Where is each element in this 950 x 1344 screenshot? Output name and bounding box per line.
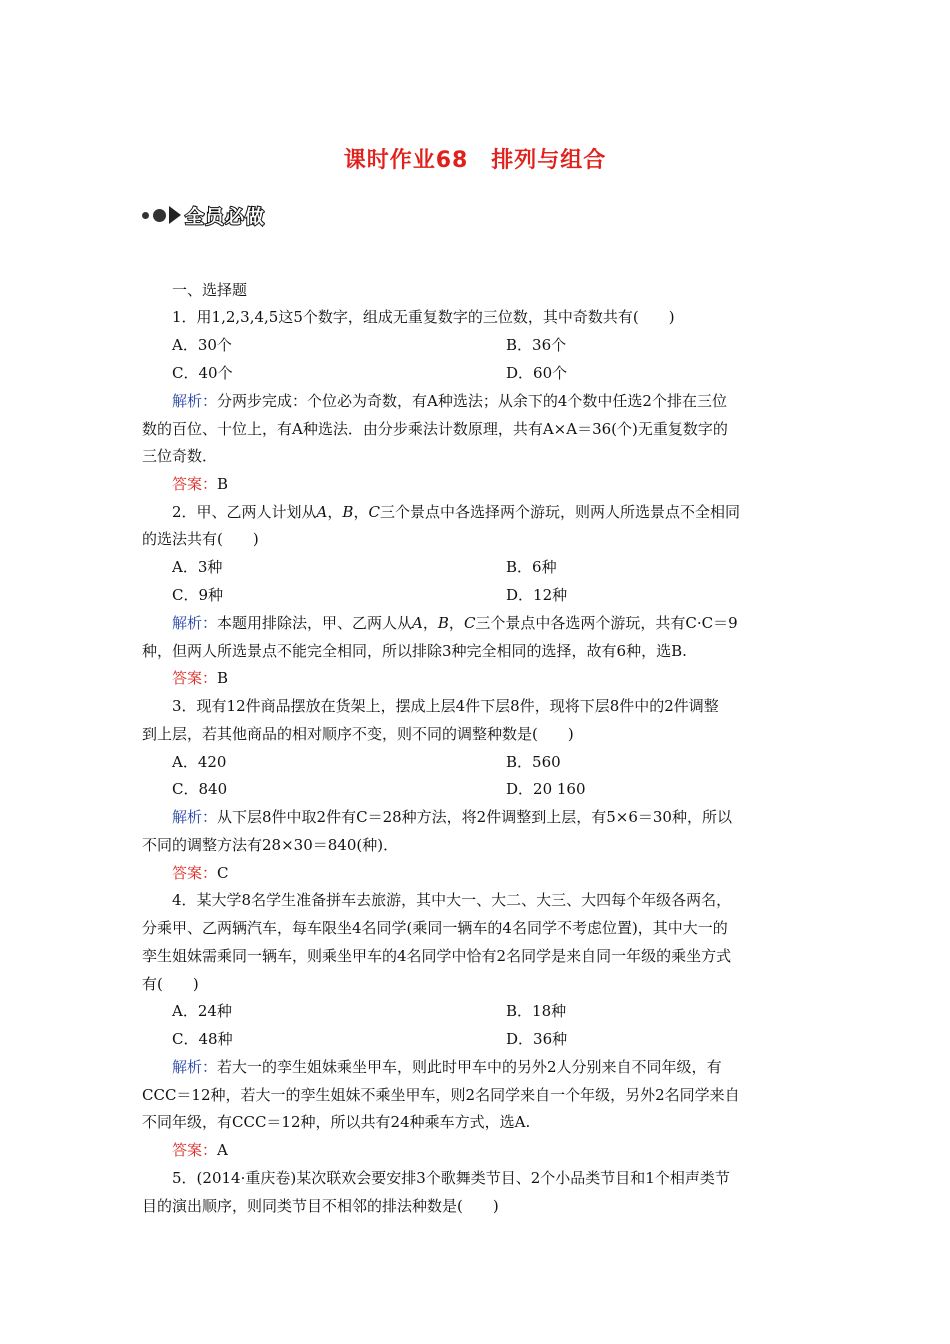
section-title: 全员必做 [185,205,266,228]
q4-option-c: C．48种 [172,1030,233,1048]
q1-option-d: D．60个 [506,364,568,382]
q1-analysis-line2: 数的百位、十位上，有A种选法．由分步乘法计数原理，共有A×A＝36(个)无重复数字的 [142,420,728,438]
answer-label: 答案： [172,475,218,493]
q4-analysis: 解析：若大一的孪生姐妹乘坐甲车，则此时甲车中的另外2人分别来自不同年级，有 [172,1058,722,1076]
q4-answer: 答案：A [172,1141,228,1159]
section-heading: 一、选择题 [172,281,248,299]
q3-analysis: 解析：从下层8件中取2件有C＝28种方法，将2件调整到上层，有5×6＝30种，所以 [172,808,732,826]
q1-option-b: B．36个 [506,336,567,354]
q5-stem-line2: 目的演出顺序，则同类节目不相邻的排法种数是( ) [142,1197,499,1215]
q3-option-c: C．840 [172,780,228,798]
analysis-label: 解析： [172,392,218,410]
q1-option-a: A．30个 [172,336,232,354]
q4-option-a: A．24种 [172,1002,232,1020]
q2-answer: 答案：B [172,669,229,687]
q2-analysis-line2: 种，但两人所选景点不能完全相同，所以排除3种完全相同的选择，故有6种，选B. [142,642,687,660]
q3-option-b: B．560 [506,753,561,771]
bullet-dots-icon [142,206,185,224]
q3-analysis-line2: 不同的调整方法有28×30＝840(种)． [142,836,399,854]
q4-analysis-line2: CCC＝12种，若大一的孪生姐妹不乘坐甲车，则2名同学来自一个年级，另外2名同学来自 [142,1086,740,1104]
q2-option-a: A．3种 [172,558,223,576]
q1-answer: 答案：B [172,475,229,493]
q2-stem: 2．甲、乙两人计划从A，B，C三个景点中各选择两个游玩，则两人所选景点不全相同 [172,503,740,521]
q4-analysis-line3: 不同年级，有CCC＝12种，所以共有24种乘车方式，选A. [142,1113,531,1131]
q4-option-b: B．18种 [506,1002,567,1020]
q2-option-b: B．6种 [506,558,557,576]
q3-option-a: A．420 [172,753,227,771]
q1-option-c: C．40个 [172,364,233,382]
q2-option-c: C．9种 [172,586,224,604]
q4-stem-line4: 有( ) [142,975,199,993]
q5-stem: 5．(2014·重庆卷)某次联欢会要安排3个歌舞类节目、2个小品类节目和1个相声类节 [172,1169,730,1187]
section-banner [142,200,265,230]
q3-answer: 答案：C [172,864,229,882]
q1-analysis: 解析：分两步完成：个位必为奇数，有A种选法；从余下的4个数中任选2个排在三位 [172,392,727,410]
q3-option-d: D．20 160 [506,780,586,798]
q1-stem: 1．用1,2,3,4,5这5个数字，组成无重复数字的三位数，其中奇数共有( ) [172,308,675,326]
q4-stem-line3: 孪生姐妹需乘同一辆车，则乘坐甲车的4名同学中恰有2名同学是来自同一年级的乘坐方式 [142,947,732,965]
q4-stem-line2: 分乘甲、乙两辆汽车，每车限坐4名同学(乘同一辆车的4名同学不考虑位置)，其中大一的 [142,919,728,937]
q4-option-d: D．36种 [506,1030,568,1048]
q4-stem: 4．某大学8名学生准备拼车去旅游，其中大一、大二、大三、大四每个年级各两名， [172,891,732,909]
page-title: 课时作业68 排列与组合 [343,148,607,173]
q1-analysis-line3: 三位奇数． [142,447,218,465]
q2-stem-line2: 的选法共有( ) [142,530,259,548]
q3-stem: 3．现有12件商品摆放在货架上，摆成上层4件下层8件，现将下层8件中的2件调整 [172,697,719,715]
q3-stem-line2: 到上层，若其他商品的相对顺序不变，则不同的调整种数是( ) [142,725,574,743]
q2-analysis: 解析：本题用排除法，甲、乙两人从A，B，C三个景点中各选两个游玩，共有C·C＝9 [172,614,738,632]
q2-option-d: D．12种 [506,586,568,604]
